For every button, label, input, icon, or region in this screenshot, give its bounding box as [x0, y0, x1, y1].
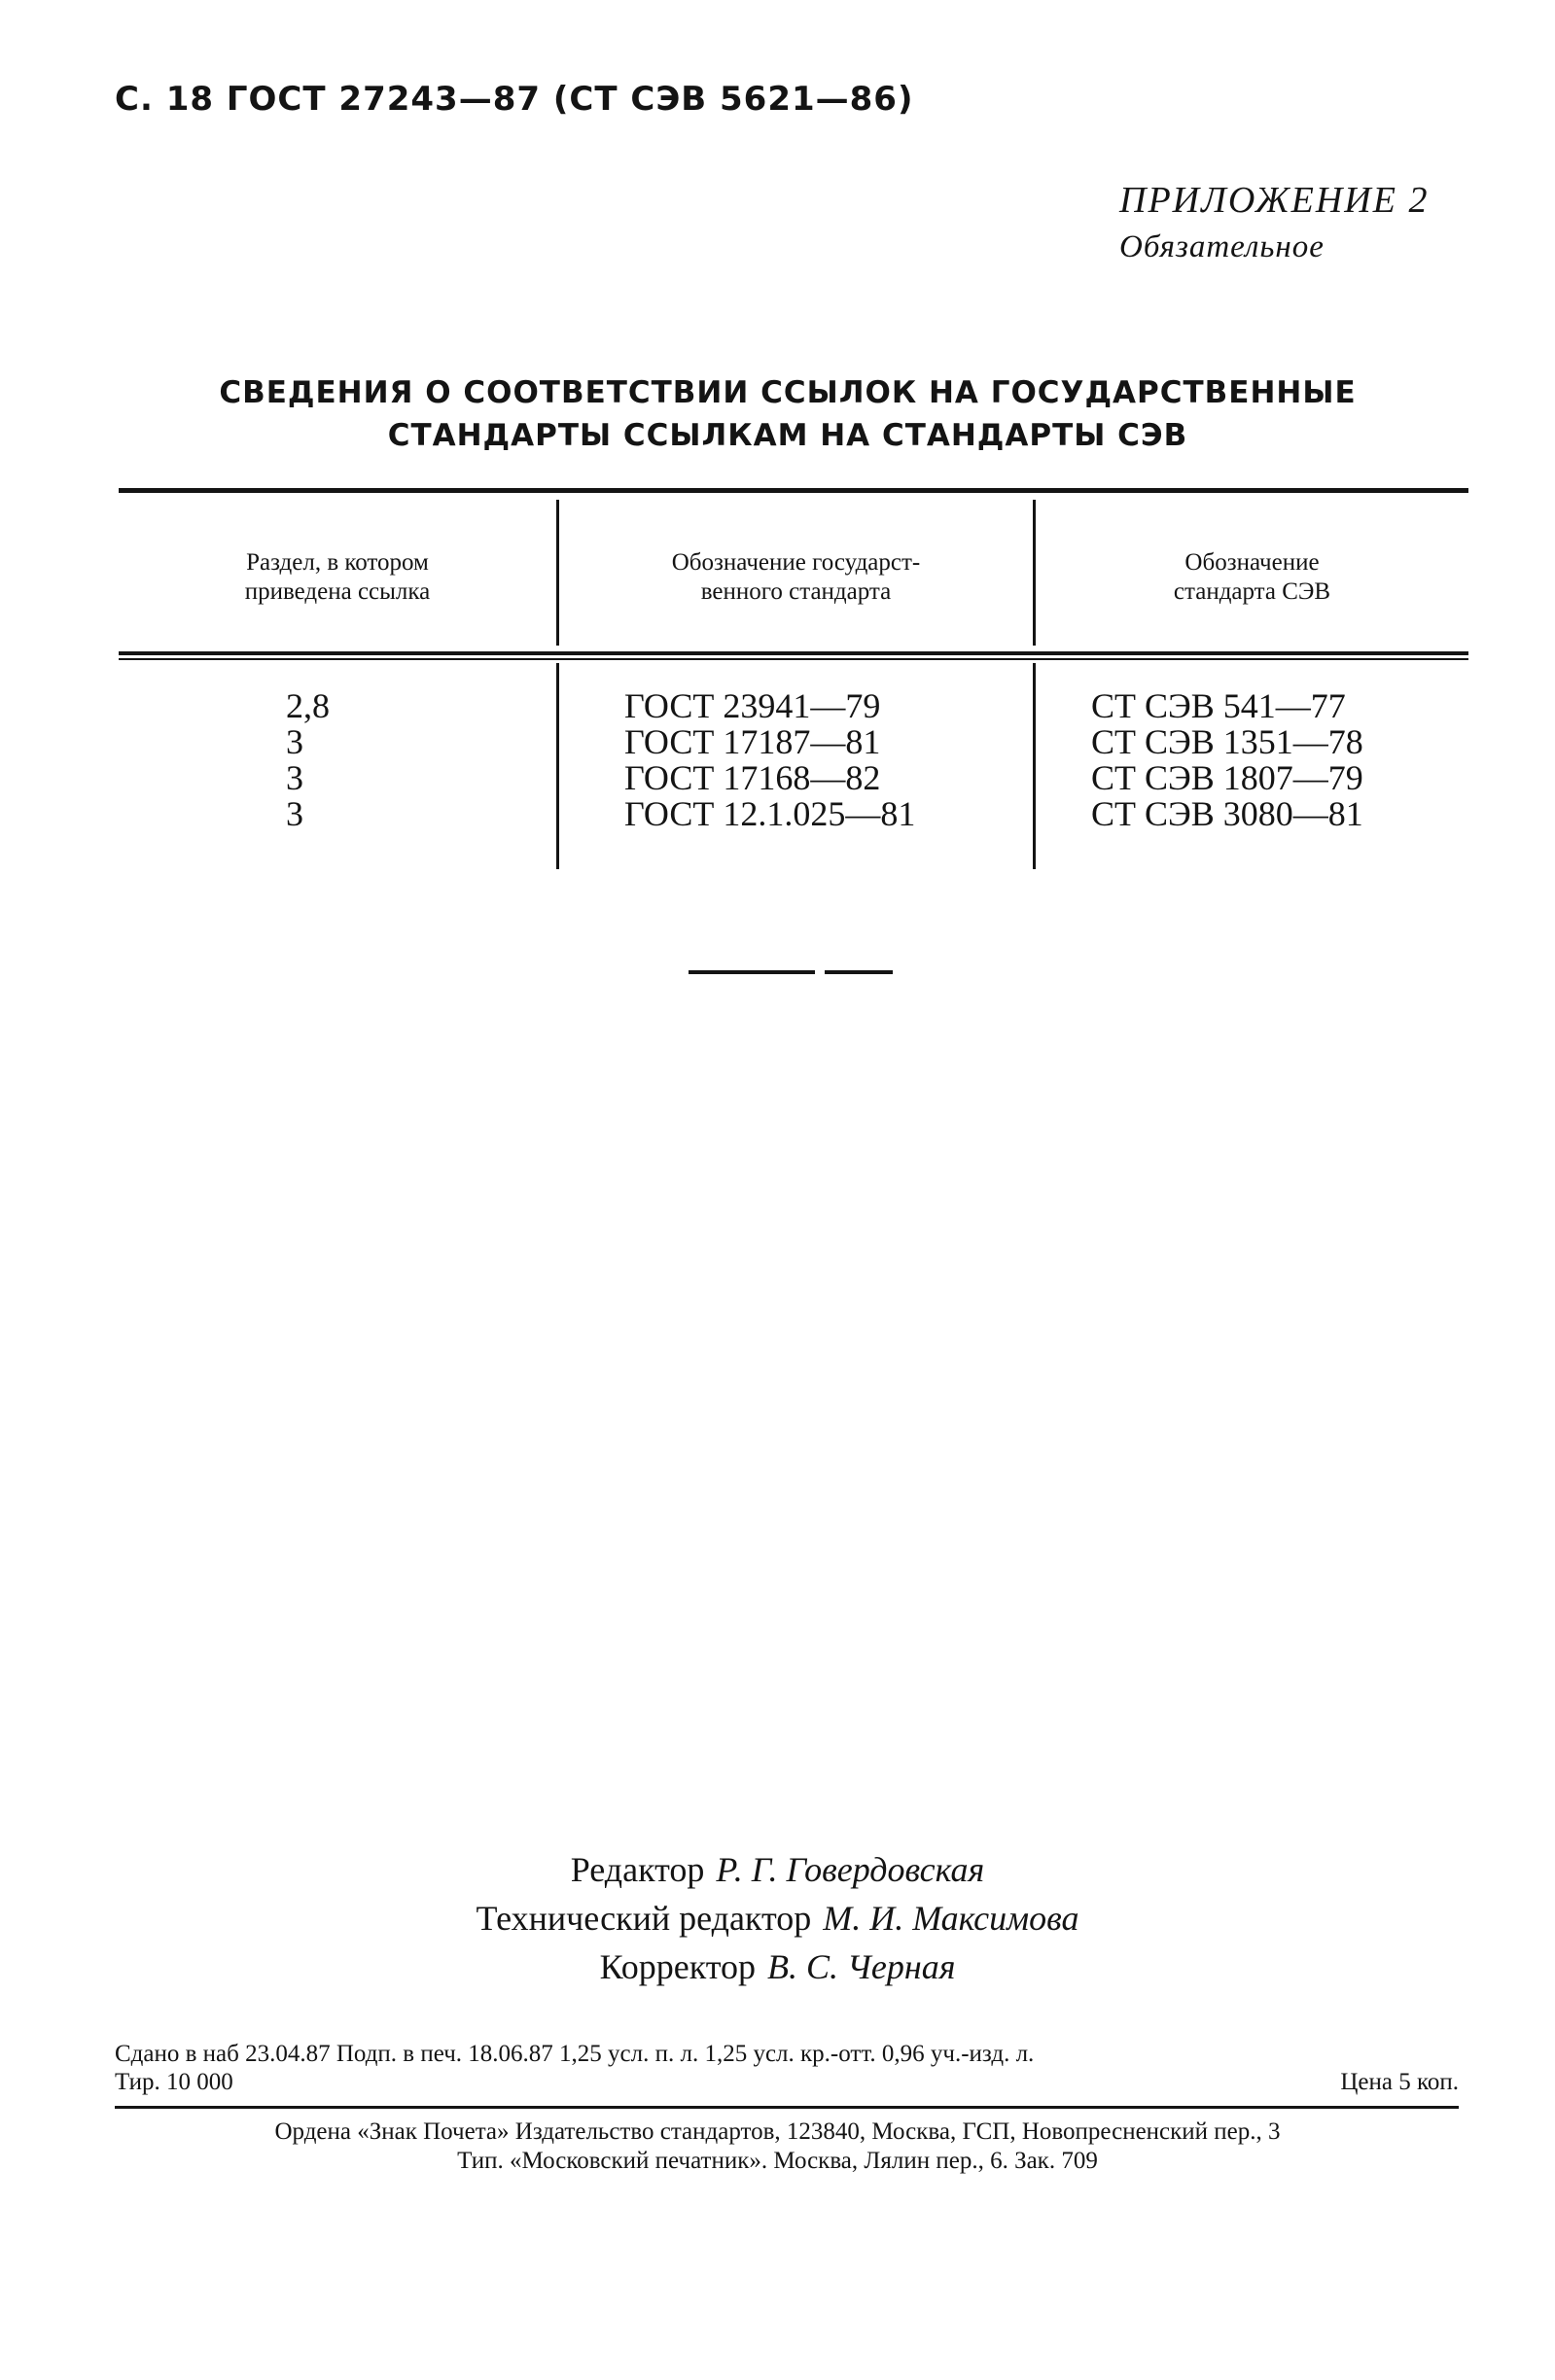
table-cell: 2,8: [286, 686, 330, 725]
table-cell: ГОСТ 17187—81: [624, 722, 881, 761]
editor-name: Р. Г. Говердовская: [716, 1850, 985, 1889]
credits: [0, 1845, 1555, 1991]
publisher-line-2: Тип. «Московский печатник». Москва, Лялин пер., 6. Зак. 709: [457, 2148, 1098, 2174]
header-text: Обозначение: [1184, 549, 1320, 576]
document-title-line-1: СВЕДЕНИЯ О СООТВЕТСТВИИ ССЫЛОК НА ГОСУДАРСТВЕННЫЕ: [219, 375, 1357, 410]
proofreader-label: Корректор: [599, 1947, 757, 1986]
editor-line: [0, 1845, 1555, 1894]
print-info: [115, 2040, 1459, 2096]
header-text: венного стандарта: [700, 578, 892, 605]
table-header-gost: [559, 548, 1033, 607]
tech-editor-line: [0, 1894, 1555, 1942]
publisher-imprint: [0, 2118, 1555, 2176]
tech-editor-label: Технический редактор: [476, 1899, 812, 1938]
column-divider: [1033, 663, 1036, 869]
table-top-rule: [119, 488, 1468, 493]
appendix-title: ПРИЛОЖЕНИЕ 2: [1119, 180, 1430, 221]
column-divider: [556, 663, 559, 869]
tech-editor-name: М. И. Максимова: [823, 1899, 1079, 1938]
table-cell: ГОСТ 23941—79: [624, 686, 881, 725]
sev-column: [1091, 688, 1363, 832]
header-text: стандарта СЭВ: [1173, 578, 1331, 605]
header-text: Раздел, в котором: [246, 549, 429, 576]
publisher-line-1: Ордена «Знак Почета» Издательство стандартов, 123840, Москва, ГСП, Новопресненский пер., 3: [274, 2118, 1281, 2145]
proofreader-line: [0, 1942, 1555, 1991]
table-header-rule-thin: [119, 658, 1468, 660]
table-cell: 3: [286, 722, 303, 761]
gost-column: [624, 688, 915, 832]
running-head: С. 18 ГОСТ 27243—87 (СТ СЭВ 5621—86): [115, 80, 914, 119]
table-cell: СТ СЭВ 3080—81: [1091, 794, 1363, 833]
imprint-rule: [115, 2106, 1459, 2109]
proofreader-name: В. С. Черная: [767, 1947, 956, 1986]
table-header-section: [119, 548, 556, 607]
table-header-rule: [119, 651, 1468, 655]
editor-label: Редактор: [570, 1850, 705, 1889]
document-title-line-2: СТАНДАРТЫ ССЫЛКАМ НА СТАНДАРТЫ СЭВ: [387, 418, 1188, 453]
header-text: Обозначение государст-: [671, 549, 921, 576]
appendix-status: Обязательное: [1119, 229, 1325, 264]
table-header-sev: [1036, 548, 1468, 607]
reference-table: [119, 488, 1468, 871]
section-column: [286, 688, 330, 832]
price: Цена 5 коп.: [1340, 2069, 1459, 2095]
print-info-line: Сдано в наб 23.04.87 Подп. в печ. 18.06.87 1,25 усл. п. л. 1,25 усл. кр.-отт. 0,96 уч.-изд. л.: [115, 2041, 1035, 2067]
table-cell: 3: [286, 758, 303, 797]
end-mark-rule: [689, 970, 893, 974]
print-info-line-2: [115, 2068, 1459, 2096]
table-cell: ГОСТ 17168—82: [624, 758, 881, 797]
appendix-label: [1119, 179, 1440, 265]
document-title: [117, 371, 1459, 457]
table-cell: ГОСТ 12.1.025—81: [624, 794, 916, 833]
header-text: приведена ссылка: [244, 578, 431, 605]
table-cell: СТ СЭВ 1807—79: [1091, 758, 1363, 797]
table-cell: 3: [286, 794, 303, 833]
print-run: Тир. 10 000: [115, 2069, 233, 2095]
table-cell: СТ СЭВ 1351—78: [1091, 722, 1363, 761]
table-cell: СТ СЭВ 541—77: [1091, 686, 1346, 725]
